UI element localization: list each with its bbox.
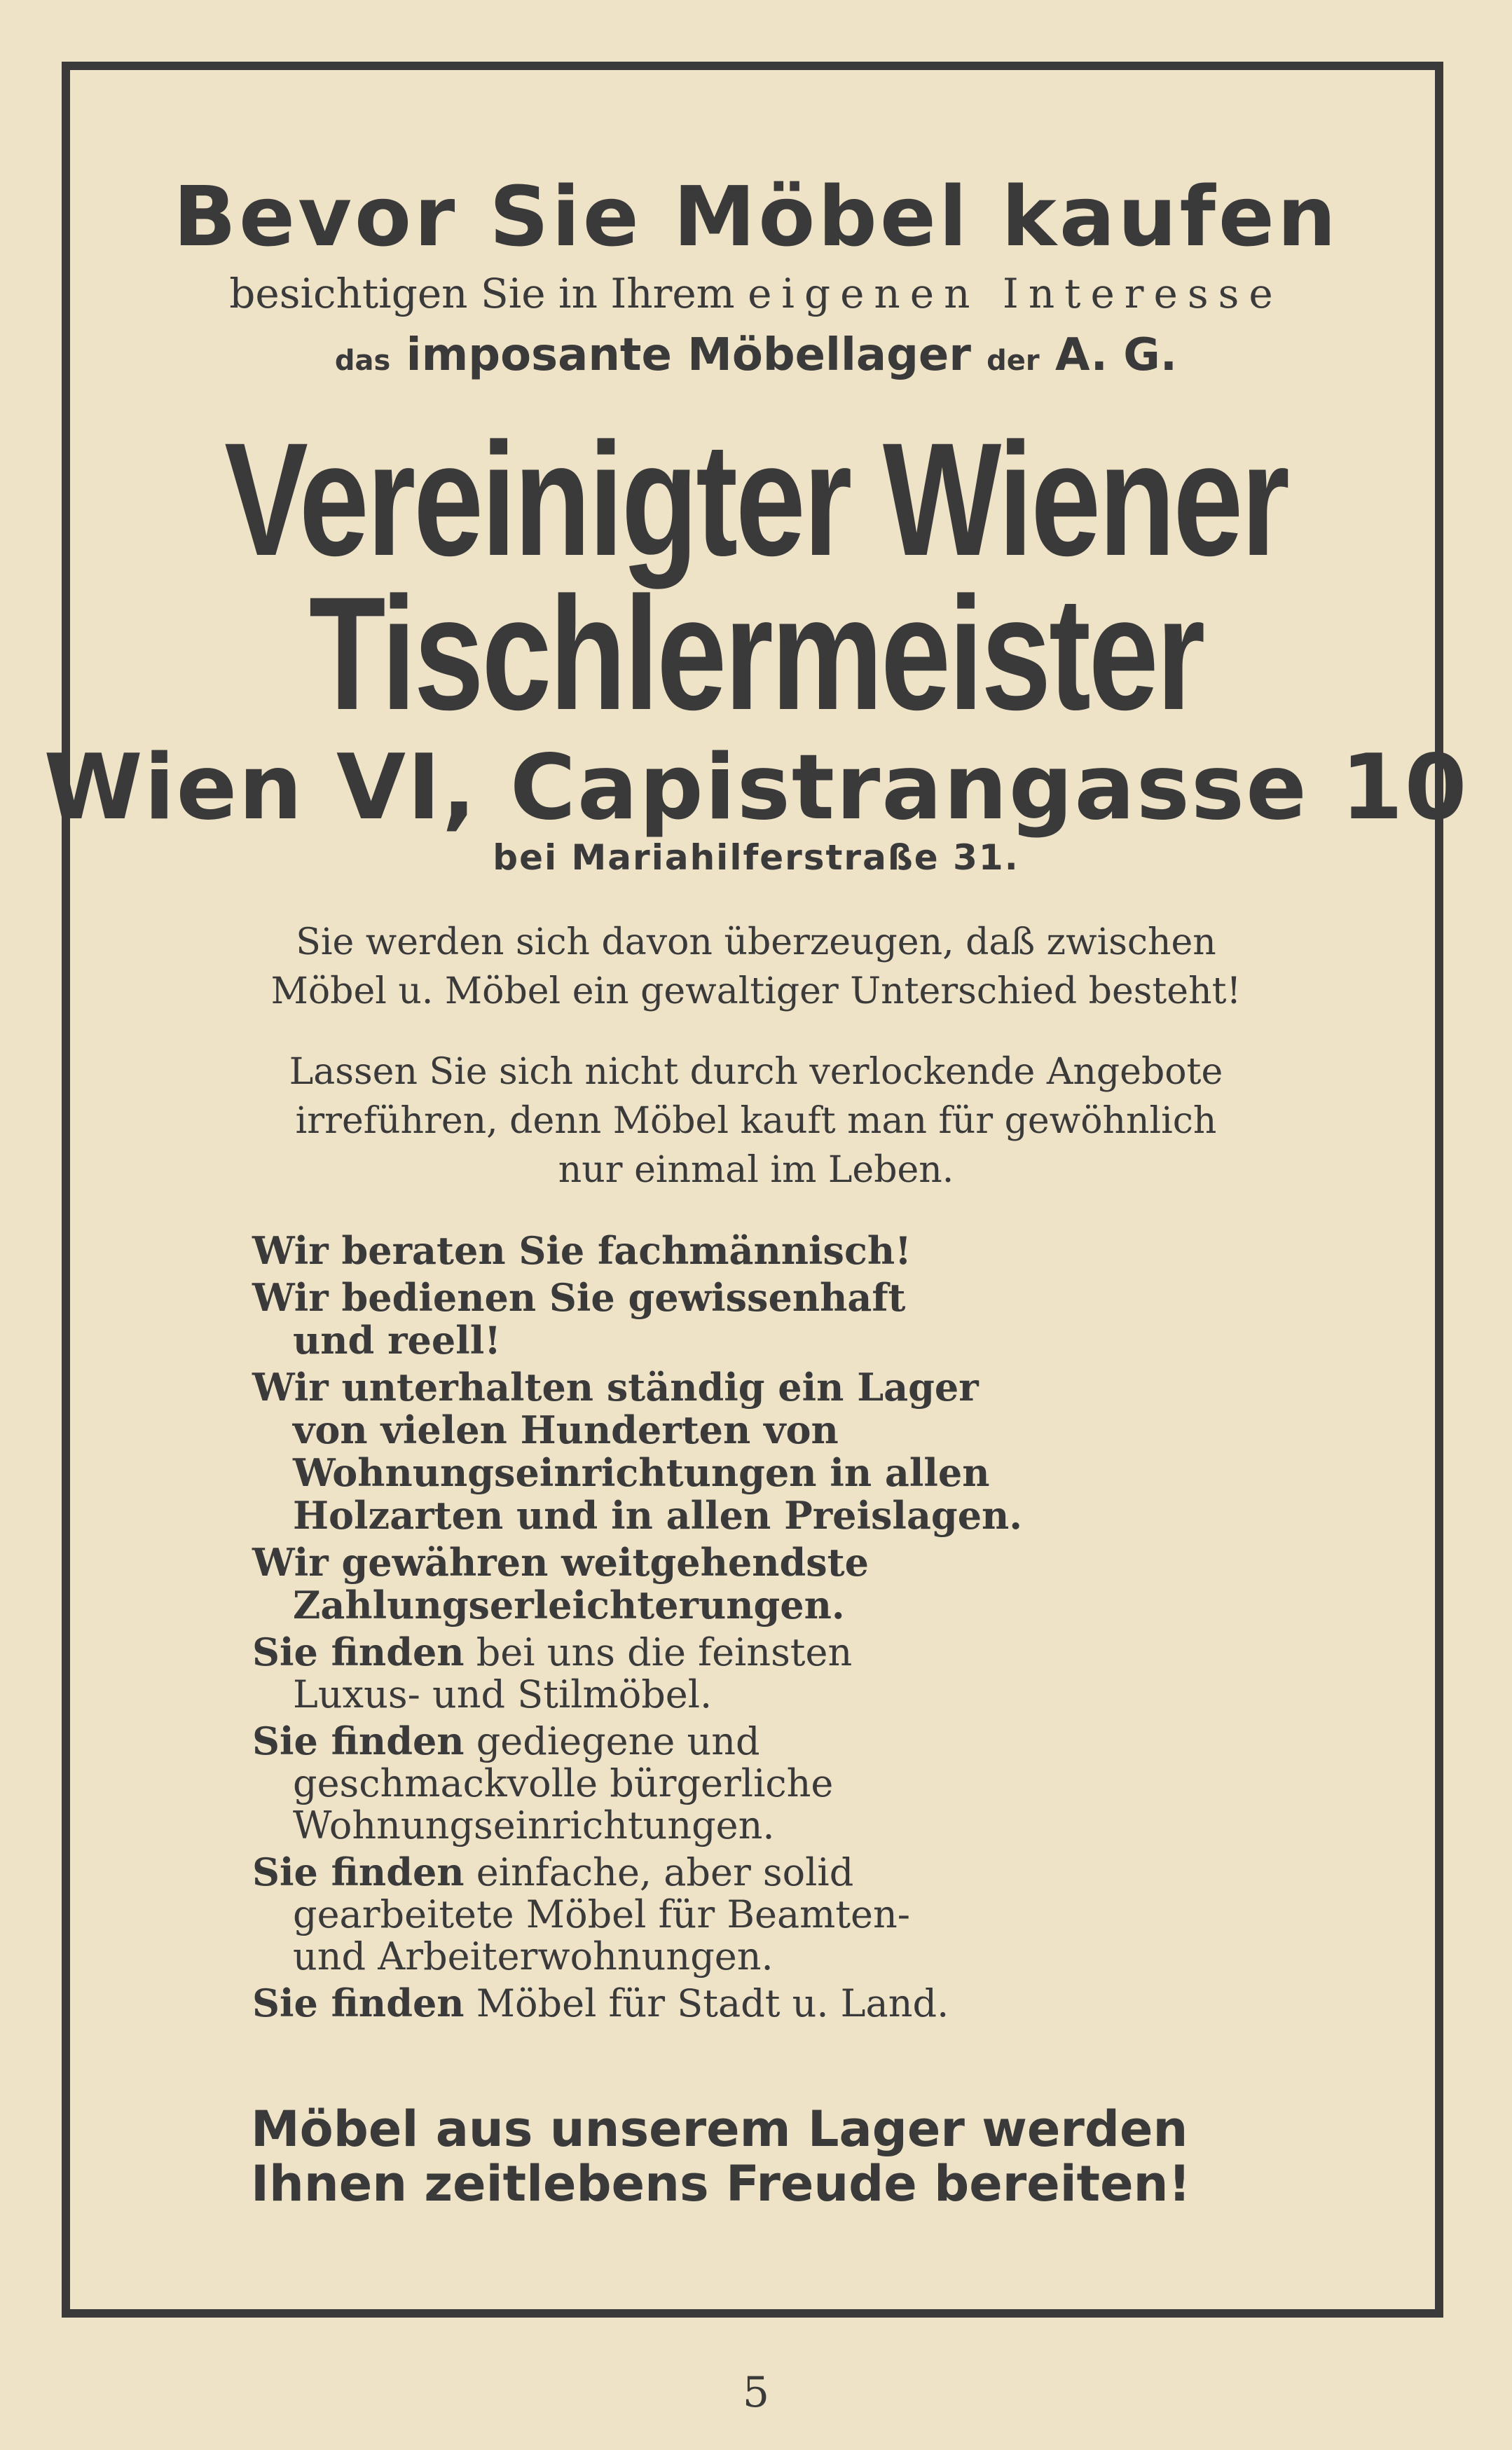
closing-slogan xyxy=(251,2102,1190,2211)
paragraph-2-line: Lassen Sie sich nicht durch verlockende Angebote xyxy=(289,1051,1223,1093)
paragraph-2-line: nur einmal im Leben. xyxy=(558,1149,954,1191)
paragraph-1-line: Sie werden sich davon überzeugen, daß zwischen xyxy=(296,921,1216,963)
list-item-text: von vielen Hunderten von xyxy=(293,1408,839,1452)
company-name-line1: Vereinigter Wiener xyxy=(224,409,1288,589)
list-item-lead: Sie finden xyxy=(252,1981,465,2025)
service-list xyxy=(252,1230,1443,2029)
list-item-text: Wir beraten Sie fachmännisch! xyxy=(252,1228,912,1273)
list-item-text: Wir unterhalten ständig ein Lager xyxy=(252,1365,979,1410)
list-item-text: einfache, aber solid xyxy=(464,1850,854,1894)
list-item-text: Luxus- und Stilmöbel. xyxy=(293,1672,713,1716)
address-landmark: bei Mariahilferstraße 31. xyxy=(493,837,1019,878)
list-item-text: bei uns die feinsten xyxy=(464,1630,853,1674)
list-item-text: Wir gewähren weitgehendste xyxy=(252,1540,869,1585)
list-item-text: geschmackvolle bürgerliche xyxy=(293,1761,834,1805)
list-item xyxy=(252,1366,1443,1537)
list-item-text: Wohnungseinrichtungen. xyxy=(293,1803,775,1847)
subline-part2: eigenen Interesse xyxy=(748,270,1283,317)
list-item-text: Zahlungserleichterungen. xyxy=(293,1583,845,1627)
paragraph-2-line: irreführen, denn Möbel kauft man für gewöhnlich xyxy=(295,1100,1217,1142)
page-number: 5 xyxy=(742,2368,770,2417)
address: Wien VI, Capistrangasse 10 xyxy=(43,736,1469,840)
paragraph-1-line: Möbel u. Möbel ein gewaltiger Unterschied besteht! xyxy=(270,970,1242,1012)
list-item-text: gediegene und xyxy=(464,1719,760,1763)
list-item-text: Möbel für Stadt u. Land. xyxy=(464,1981,949,2025)
paragraph-1 xyxy=(0,918,1512,1016)
list-item xyxy=(252,1230,1443,1272)
list-item xyxy=(252,1276,1443,1362)
list-item-text: Wir bedienen Sie gewissenhaft xyxy=(252,1275,906,1320)
list-item-text: gearbeitete Möbel für Beamten- xyxy=(293,1892,911,1936)
list-item xyxy=(252,1851,1443,1978)
tagline-ag: A. G. xyxy=(1054,329,1178,381)
paragraph-2 xyxy=(0,1047,1512,1195)
subline xyxy=(0,270,1512,317)
list-item-text: und reell! xyxy=(293,1318,501,1363)
tagline-das: das xyxy=(334,345,391,377)
tagline-main: imposante Möbellager xyxy=(406,329,971,381)
list-item xyxy=(252,1541,1443,1627)
tagline xyxy=(0,329,1512,381)
list-item-text: Wohnungseinrichtungen in allen xyxy=(293,1450,990,1495)
list-item-lead: Sie finden xyxy=(252,1630,465,1674)
list-item-lead: Sie finden xyxy=(252,1850,465,1894)
tagline-der: der xyxy=(987,345,1040,377)
list-item-lead: Sie finden xyxy=(252,1719,465,1763)
list-item-text: Holzarten und in allen Preislagen. xyxy=(293,1493,1023,1538)
subline-part1: besichtigen Sie in Ihrem xyxy=(229,270,735,317)
list-item-text: und Arbeiterwohnungen. xyxy=(293,1934,774,1978)
closing-line: Möbel aus unserem Lager werden xyxy=(251,2100,1188,2158)
list-item xyxy=(252,1631,1443,1716)
company-name-line2: Tischlermeister xyxy=(308,563,1204,743)
headline: Bevor Sie Möbel kaufen xyxy=(173,168,1339,265)
list-item xyxy=(252,1982,1443,2025)
list-item xyxy=(252,1720,1443,1847)
closing-line: Ihnen zeitlebens Freude bereiten! xyxy=(251,2155,1191,2212)
